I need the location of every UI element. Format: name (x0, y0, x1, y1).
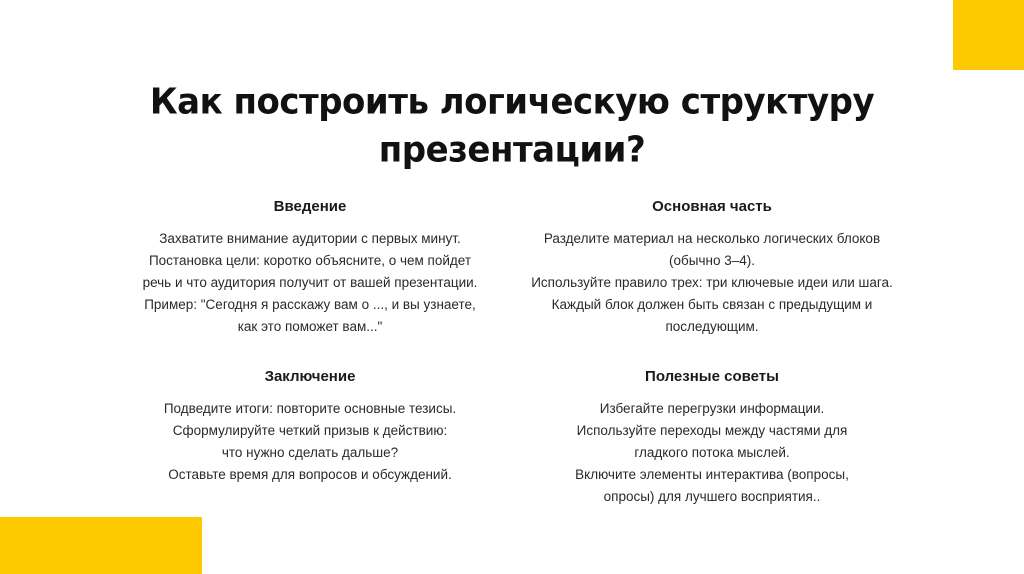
section-heading: Полезные советы (645, 368, 779, 385)
section-text-line: Постановка цели: коротко объясните, о чем пойдет (148, 253, 472, 268)
section-heading: Заключение (264, 368, 356, 385)
section-text-line: Используйте переходы между частями для (576, 423, 848, 438)
section-text-line: Включите элементы интерактива (вопросы, (575, 467, 849, 482)
section-text-line: речь и что аудитория получит от вашей презентации. (142, 275, 478, 290)
accent-block-top-right (953, 0, 1024, 70)
section-text-line: опросы) для лучшего восприятия.. (603, 489, 821, 504)
section-text-line: Пример: "Сегодня я расскажу вам о ..., и вы узнаете, (144, 297, 476, 312)
section-text-line: Оставьте время для вопросов и обсуждений. (168, 467, 452, 482)
section-body (110, 398, 510, 486)
section-text-line: Избегайте перегрузки информации. (599, 401, 825, 416)
section-text-line: что нужно сделать дальше? (221, 445, 399, 460)
section-text-line: Сформулируйте четкий призыв к действию: (172, 423, 448, 438)
section-body (512, 398, 912, 508)
slide-title-line: презентации? (378, 129, 646, 172)
section-text-line: Каждый блок должен быть связан с предыдущим и (551, 297, 873, 312)
slide-title (0, 78, 1024, 175)
section-useful-tips (512, 367, 912, 508)
accent-block-bottom-left (0, 517, 202, 574)
section-text-line: гладкого потока мыслей. (634, 445, 790, 460)
section-text-line: Используйте правило трех: три ключевые идеи или шага. (531, 275, 893, 290)
section-conclusion (110, 367, 510, 486)
section-main-part (512, 197, 912, 338)
section-body (512, 228, 912, 338)
section-text-line: Захватите внимание аудитории с первых минут. (159, 231, 461, 246)
section-body (110, 228, 510, 338)
section-text-line: как это поможет вам..." (237, 319, 383, 334)
section-heading: Основная часть (652, 198, 772, 215)
section-text-line: Разделите материал на несколько логических блоков (543, 231, 881, 246)
slide-title-line: Как построить логическую структуру (149, 80, 875, 123)
section-text-line: (обычно 3–4). (669, 253, 755, 268)
section-text-line: последующим. (665, 319, 759, 334)
section-introduction (110, 197, 510, 338)
section-heading: Введение (273, 198, 347, 215)
section-text-line: Подведите итоги: повторите основные тезисы. (163, 401, 457, 416)
